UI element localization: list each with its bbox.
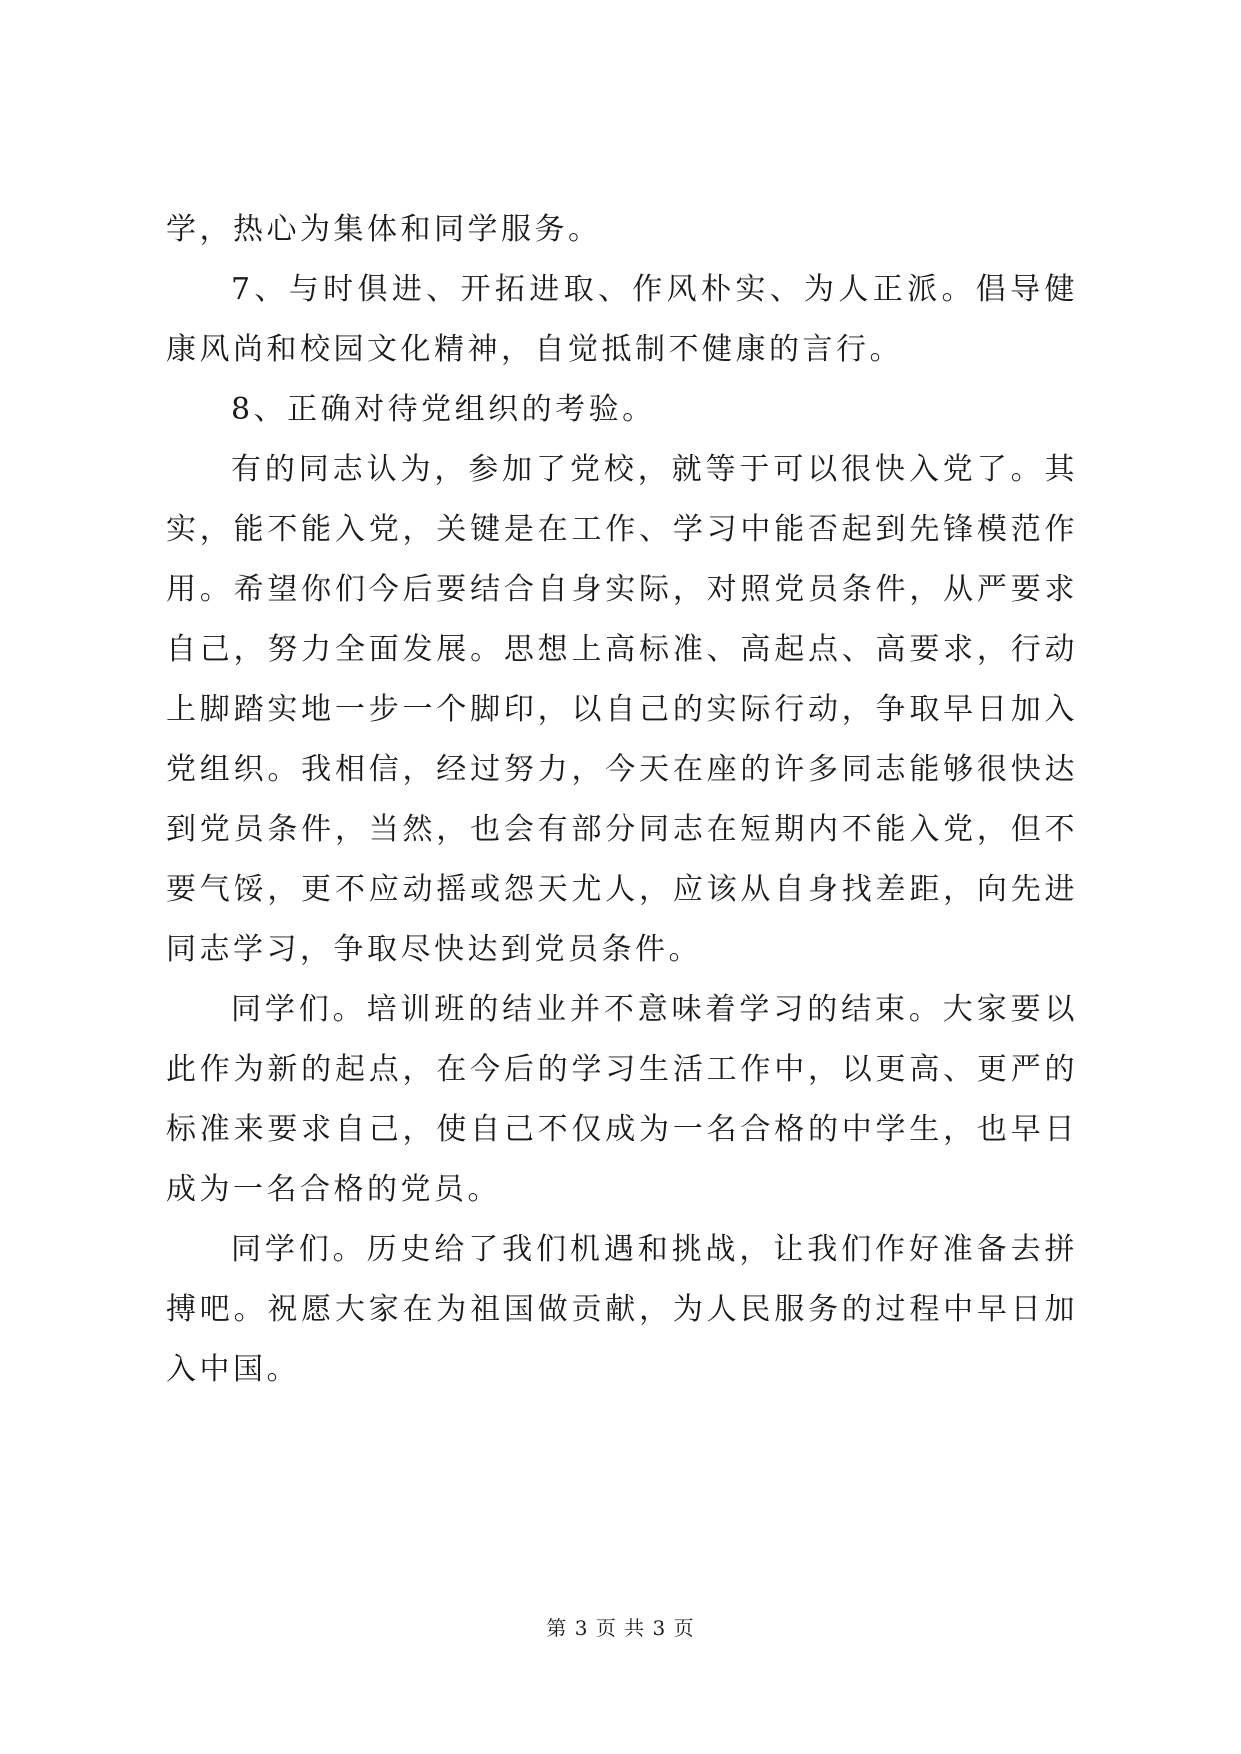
paragraph-item-8: 8、正确对待党组织的考验。 [231, 392, 656, 427]
document-body [166, 200, 1078, 1400]
paragraph-continuation: 学，热心为集体和同学服务。 [166, 212, 602, 247]
paragraph-closing: 同学们。历史给了我们机遇和挑战，让我们作好准备去拼搏吧。祝愿大家在为祖国做贡献，为人民服务的过程中早日加入中国。 [166, 1232, 1078, 1387]
paragraph-item-7: 7、与时俱进、开拓进取、作风朴实、为人正派。倡导健康风尚和校园文化精神，自觉抵制不健康的言行。 [166, 272, 1078, 367]
paragraph-party-admission: 有的同志认为，参加了党校，就等于可以很快入党了。其实，能不能入党，关键是在工作、学习中能否起到先锋模范作用。希望你们今后要结合自身实际，对照党员条件，从严要求自己，努力全面发展。思想上高标准、高起点、高要求，行动上脚踏实地一步一个脚印，以自己的实际行动，争取早日加入党组织。我相信，经过努力，今天在座的许多同志能够很快达到党员条件，当然，也会有部分同志在短期内不能入党，但不要气馁，更不应动摇或怨天尤人，应该从自身找差距，向先进同志学习，争取尽快达到党员条件。 [166, 452, 1078, 967]
page-footer: 第 3 页 共 3 页 [546, 1616, 695, 1640]
paragraph-graduation: 同学们。培训班的结业并不意味着学习的结束。大家要以此作为新的起点，在今后的学习生活工作中，以更高、更严的标准来要求自己，使自己不仅成为一名合格的中学生，也早日成为一名合格的党员。 [166, 992, 1078, 1207]
